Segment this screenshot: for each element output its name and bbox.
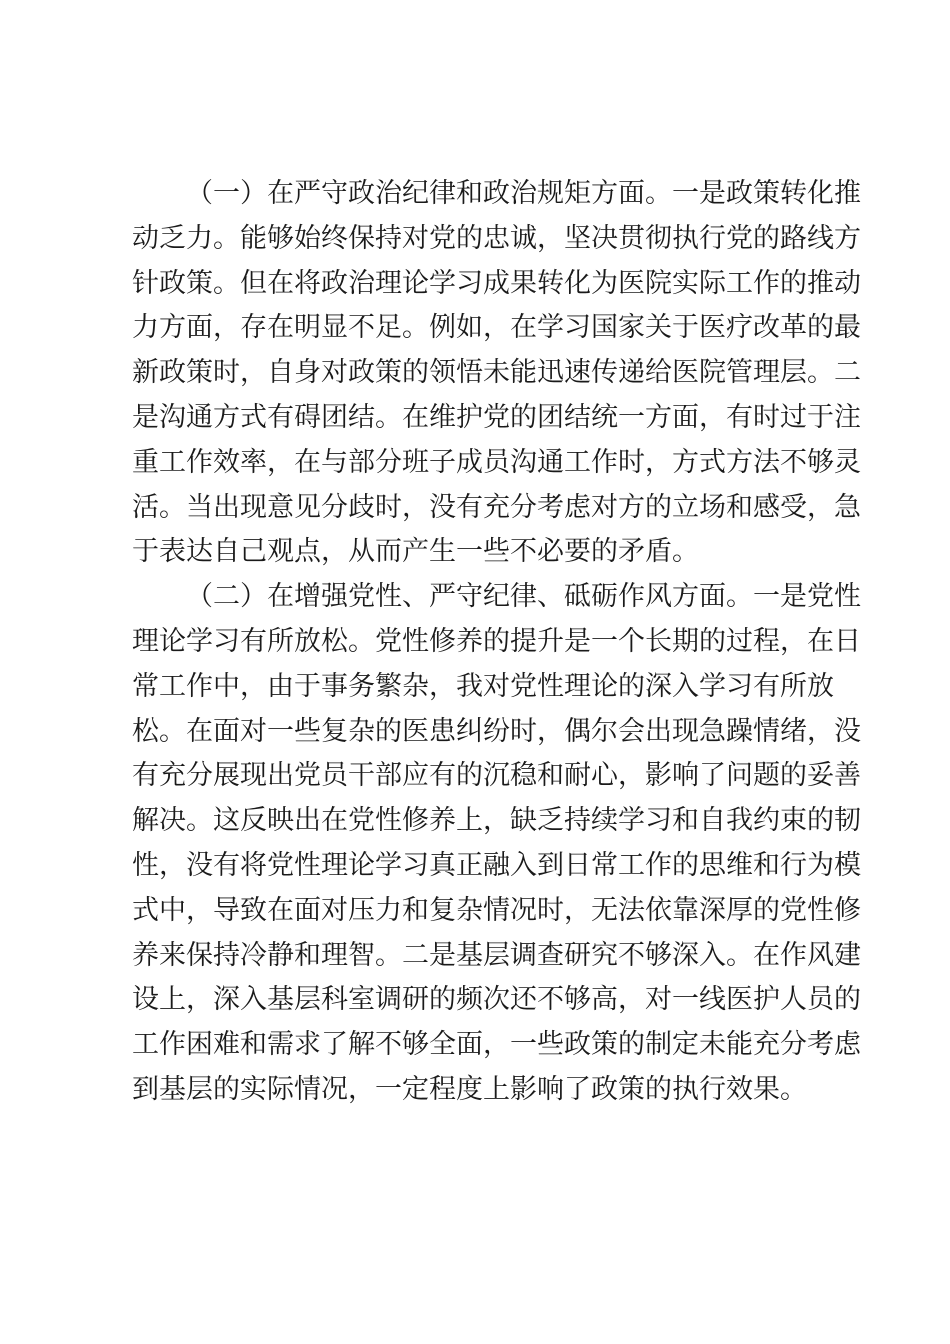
text-line: 是沟通方式有碍团结。在维护党的团结统一方面，有时过于注	[132, 401, 861, 433]
paragraph-party-spirit	[132, 575, 861, 1113]
text-line: 松。在面对一些复杂的医患纠纷时，偶尔会出现急躁情绪，没	[132, 715, 861, 747]
text-line: （一）在严守政治纪律和政治规矩方面。一是政策转化推	[186, 178, 861, 209]
text-line: 力方面，存在明显不足。例如，在学习国家关于医疗改革的最	[132, 312, 861, 344]
text-line: 到基层的实际情况，一定程度上影响了政策的执行效果。	[132, 1073, 807, 1105]
text-line: 针政策。但在将政治理论学习成果转化为医院实际工作的推动	[132, 267, 861, 299]
text-line: 于表达自己观点，从而产生一些不必要的矛盾。	[132, 536, 699, 568]
text-line: 活。当出现意见分歧时，没有充分考虑对方的立场和感受，急	[132, 491, 861, 523]
text-line: 解决。这反映出在党性修养上，缺乏持续学习和自我约束的韧	[132, 805, 861, 837]
text-line: 新政策时，自身对政策的领悟未能迅速传递给医院管理层。二	[132, 357, 861, 389]
document-body	[132, 172, 861, 1113]
text-line: 常工作中，由于事务繁杂，我对党性理论的深入学习有所放	[132, 670, 834, 702]
text-line: 设上，深入基层科室调研的频次还不够高，对一线医护人员的	[132, 984, 861, 1016]
text-line: 动乏力。能够始终保持对党的忠诚，坚决贯彻执行党的路线方	[132, 222, 861, 254]
paragraph-political-discipline	[132, 172, 861, 575]
text-line: 有充分展现出党员干部应有的沉稳和耐心，影响了问题的妥善	[132, 760, 861, 792]
text-line: 工作困难和需求了解不够全面，一些政策的制定未能充分考虑	[132, 1029, 861, 1061]
text-line: 性，没有将党性理论学习真正融入到日常工作的思维和行为模	[132, 849, 861, 881]
text-line: （二）在增强党性、严守纪律、砥砺作风方面。一是党性	[186, 581, 861, 613]
text-line: 理论学习有所放松。党性修养的提升是一个长期的过程，在日	[132, 625, 861, 657]
text-line: 重工作效率，在与部分班子成员沟通工作时，方式方法不够灵	[132, 446, 861, 478]
text-line: 式中，导致在面对压力和复杂情况时，无法依靠深厚的党性修	[132, 894, 861, 926]
text-line: 养来保持冷静和理智。二是基层调查研究不够深入。在作风建	[132, 939, 861, 971]
